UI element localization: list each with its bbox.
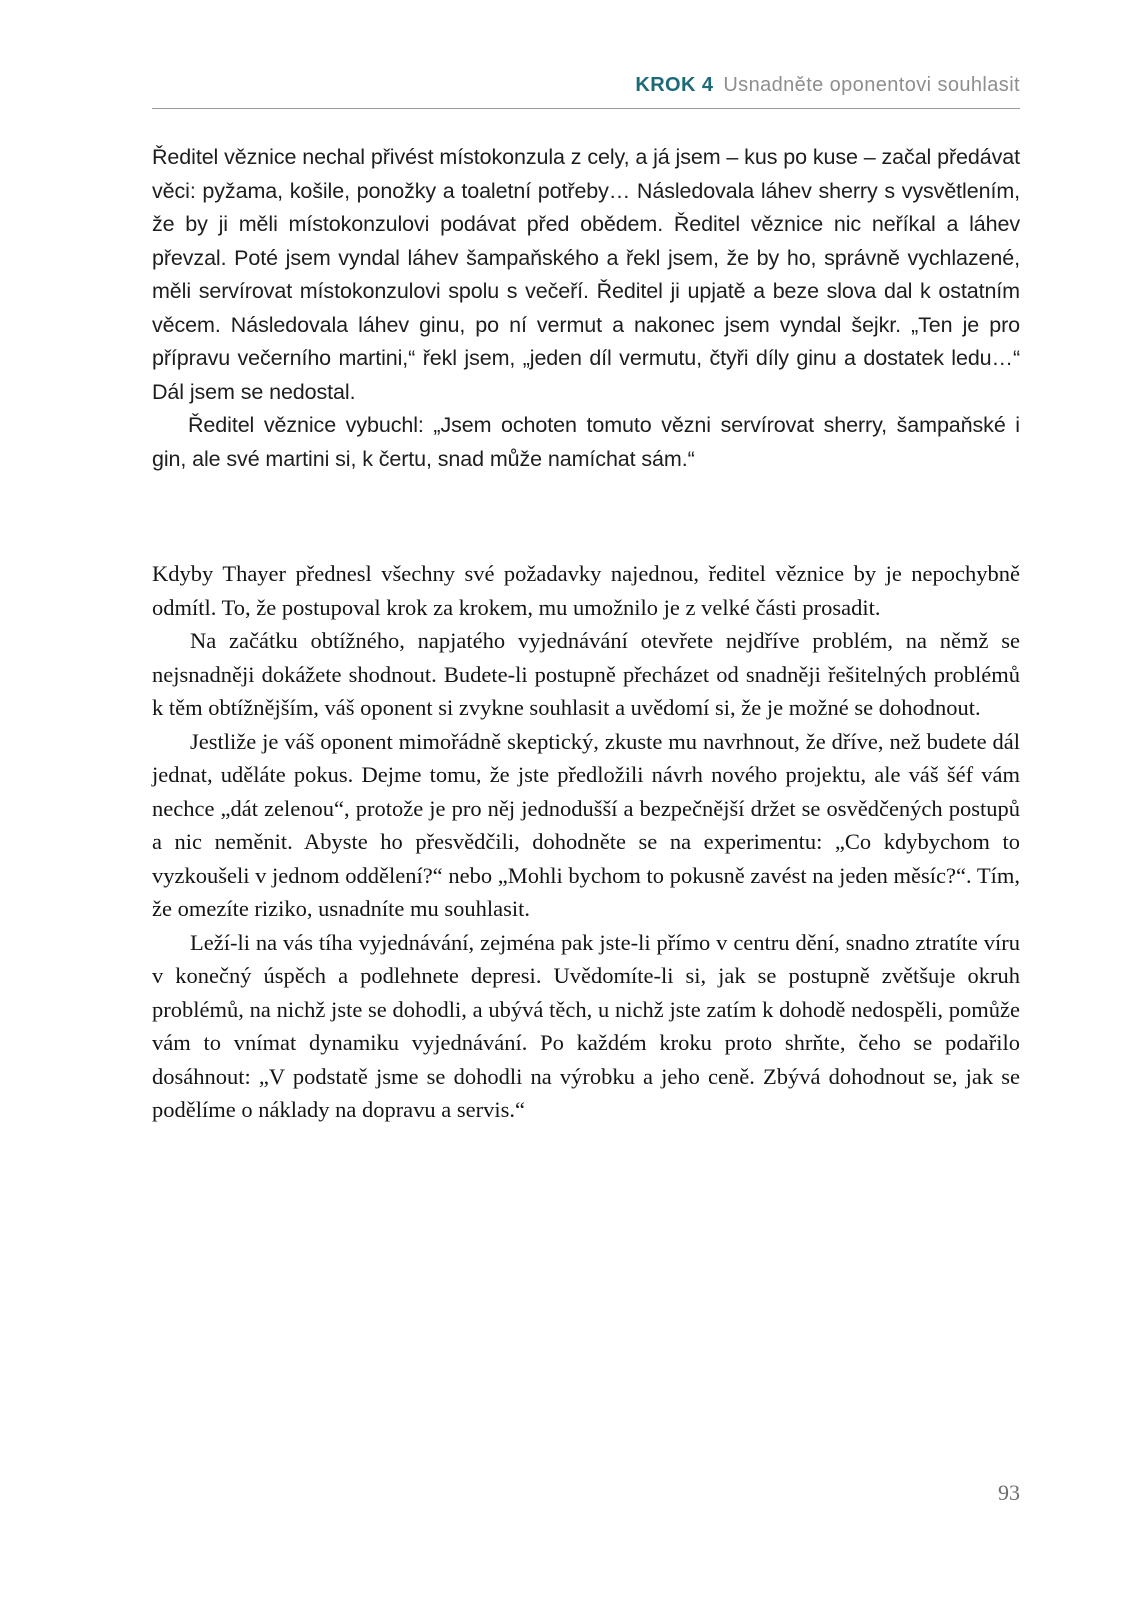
excerpt-paragraph: Ředitel věznice vybuchl: „Jsem ochoten tomuto vězni servírovat sherry, šampaňské i gin, ale své martini si, k čertu, snad může namíchat sám.“ xyxy=(152,413,1020,471)
chapter-title: Usnadněte oponentovi souhlasit xyxy=(723,74,1020,96)
excerpt-paragraph: Ředitel věznice nechal přivést místokonzula z cely, a já jsem – kus po kuse – začal předávat věci: pyžama, košile, ponožky a toaletní potřeby… Následovala láhev sherry s vysvětlením, že by ji měli místokonzulovi podávat před obědem. Ředitel věznice nic neříkal a láhev převzal. Poté jsem vyndal láhev šampaňského a řekl jsem, že by ho, správně vychlazené, měli servírovat místokonzulovi spolu s večeří. Ředitel ji upjatě a beze slova dal k ostatním věcem. Následovala láhev ginu, po ní vermut a nakonec jsem vyndal šejkr. „Ten je pro přípravu večerního martini,“ řekl jsem, „jeden díl vermutu, čtyři díly ginu a dostatek ledu…“ Dál jsem se nedostal. xyxy=(152,145,1020,404)
body-paragraph: Kdyby Thayer přednesl všechny své požadavky najednou, ředitel věznice by je nepochybně odmítl. To, že postupoval krok za krokem, mu umožnilo je z velké části prosadit. xyxy=(152,561,1020,620)
running-header xyxy=(152,74,1020,109)
body-paragraph: Leží-li na vás tíha vyjednávání, zejména pak jste-li přímo v centru dění, snadno ztratíte víru v konečný úspěch a podlehnete depresi. Uvědomíte-li si, jak se postupně zvětšuje okruh problémů, na nichž jste se dohodli, a ubývá těch, u nichž jste zatím k dohodě nedospěli, pomůže vám to vnímat dynamiku vyjednávání. Po každém kroku proto shrňte, čeho se podařilo dosáhnout: „V podstatě jsme se dohodli na výrobku a jeho ceně. Zbývá dohodnout se, jak se podělíme o náklady na dopravu a servis.“ xyxy=(152,929,1020,1122)
body-paragraph: Jestliže je váš oponent mimořádně skeptický, zkuste mu navrhnout, že dříve, než budete dál jednat, uděláte pokus. Dejme tomu, že jste předložili návrh nového projektu, ale váš šéf vám nechce „dát zelenou“, protože je pro něj jednodušší a bezpečnější držet se osvědčených postupů a nic neměnit. Abyste ho přesvědčili, dohodněte se na experimentu: „Co kdybychom to vyzkoušeli v jednom oddělení?“ nebo „Mohli bychom to pokusně zavést na jeden měsíc?“. Tím, že omezíte riziko, usnadníte mu souhlasit. xyxy=(152,728,1020,921)
page-number: 93 xyxy=(998,1480,1020,1505)
body-text-block xyxy=(152,557,1020,1127)
chapter-label: KROK 4 xyxy=(635,74,714,96)
excerpt-block xyxy=(152,141,1020,476)
body-paragraph: Na začátku obtížného, napjatého vyjednávání otevřete nejdříve problém, na němž se nejsnadněji dokážete shodnout. Budete-li postupně přecházet od snadněji řešitelných problémů k těm obtížnějším, váš oponent si zvykne souhlasit a uvědomí si, že je možné se dohodnout. xyxy=(152,628,1020,720)
